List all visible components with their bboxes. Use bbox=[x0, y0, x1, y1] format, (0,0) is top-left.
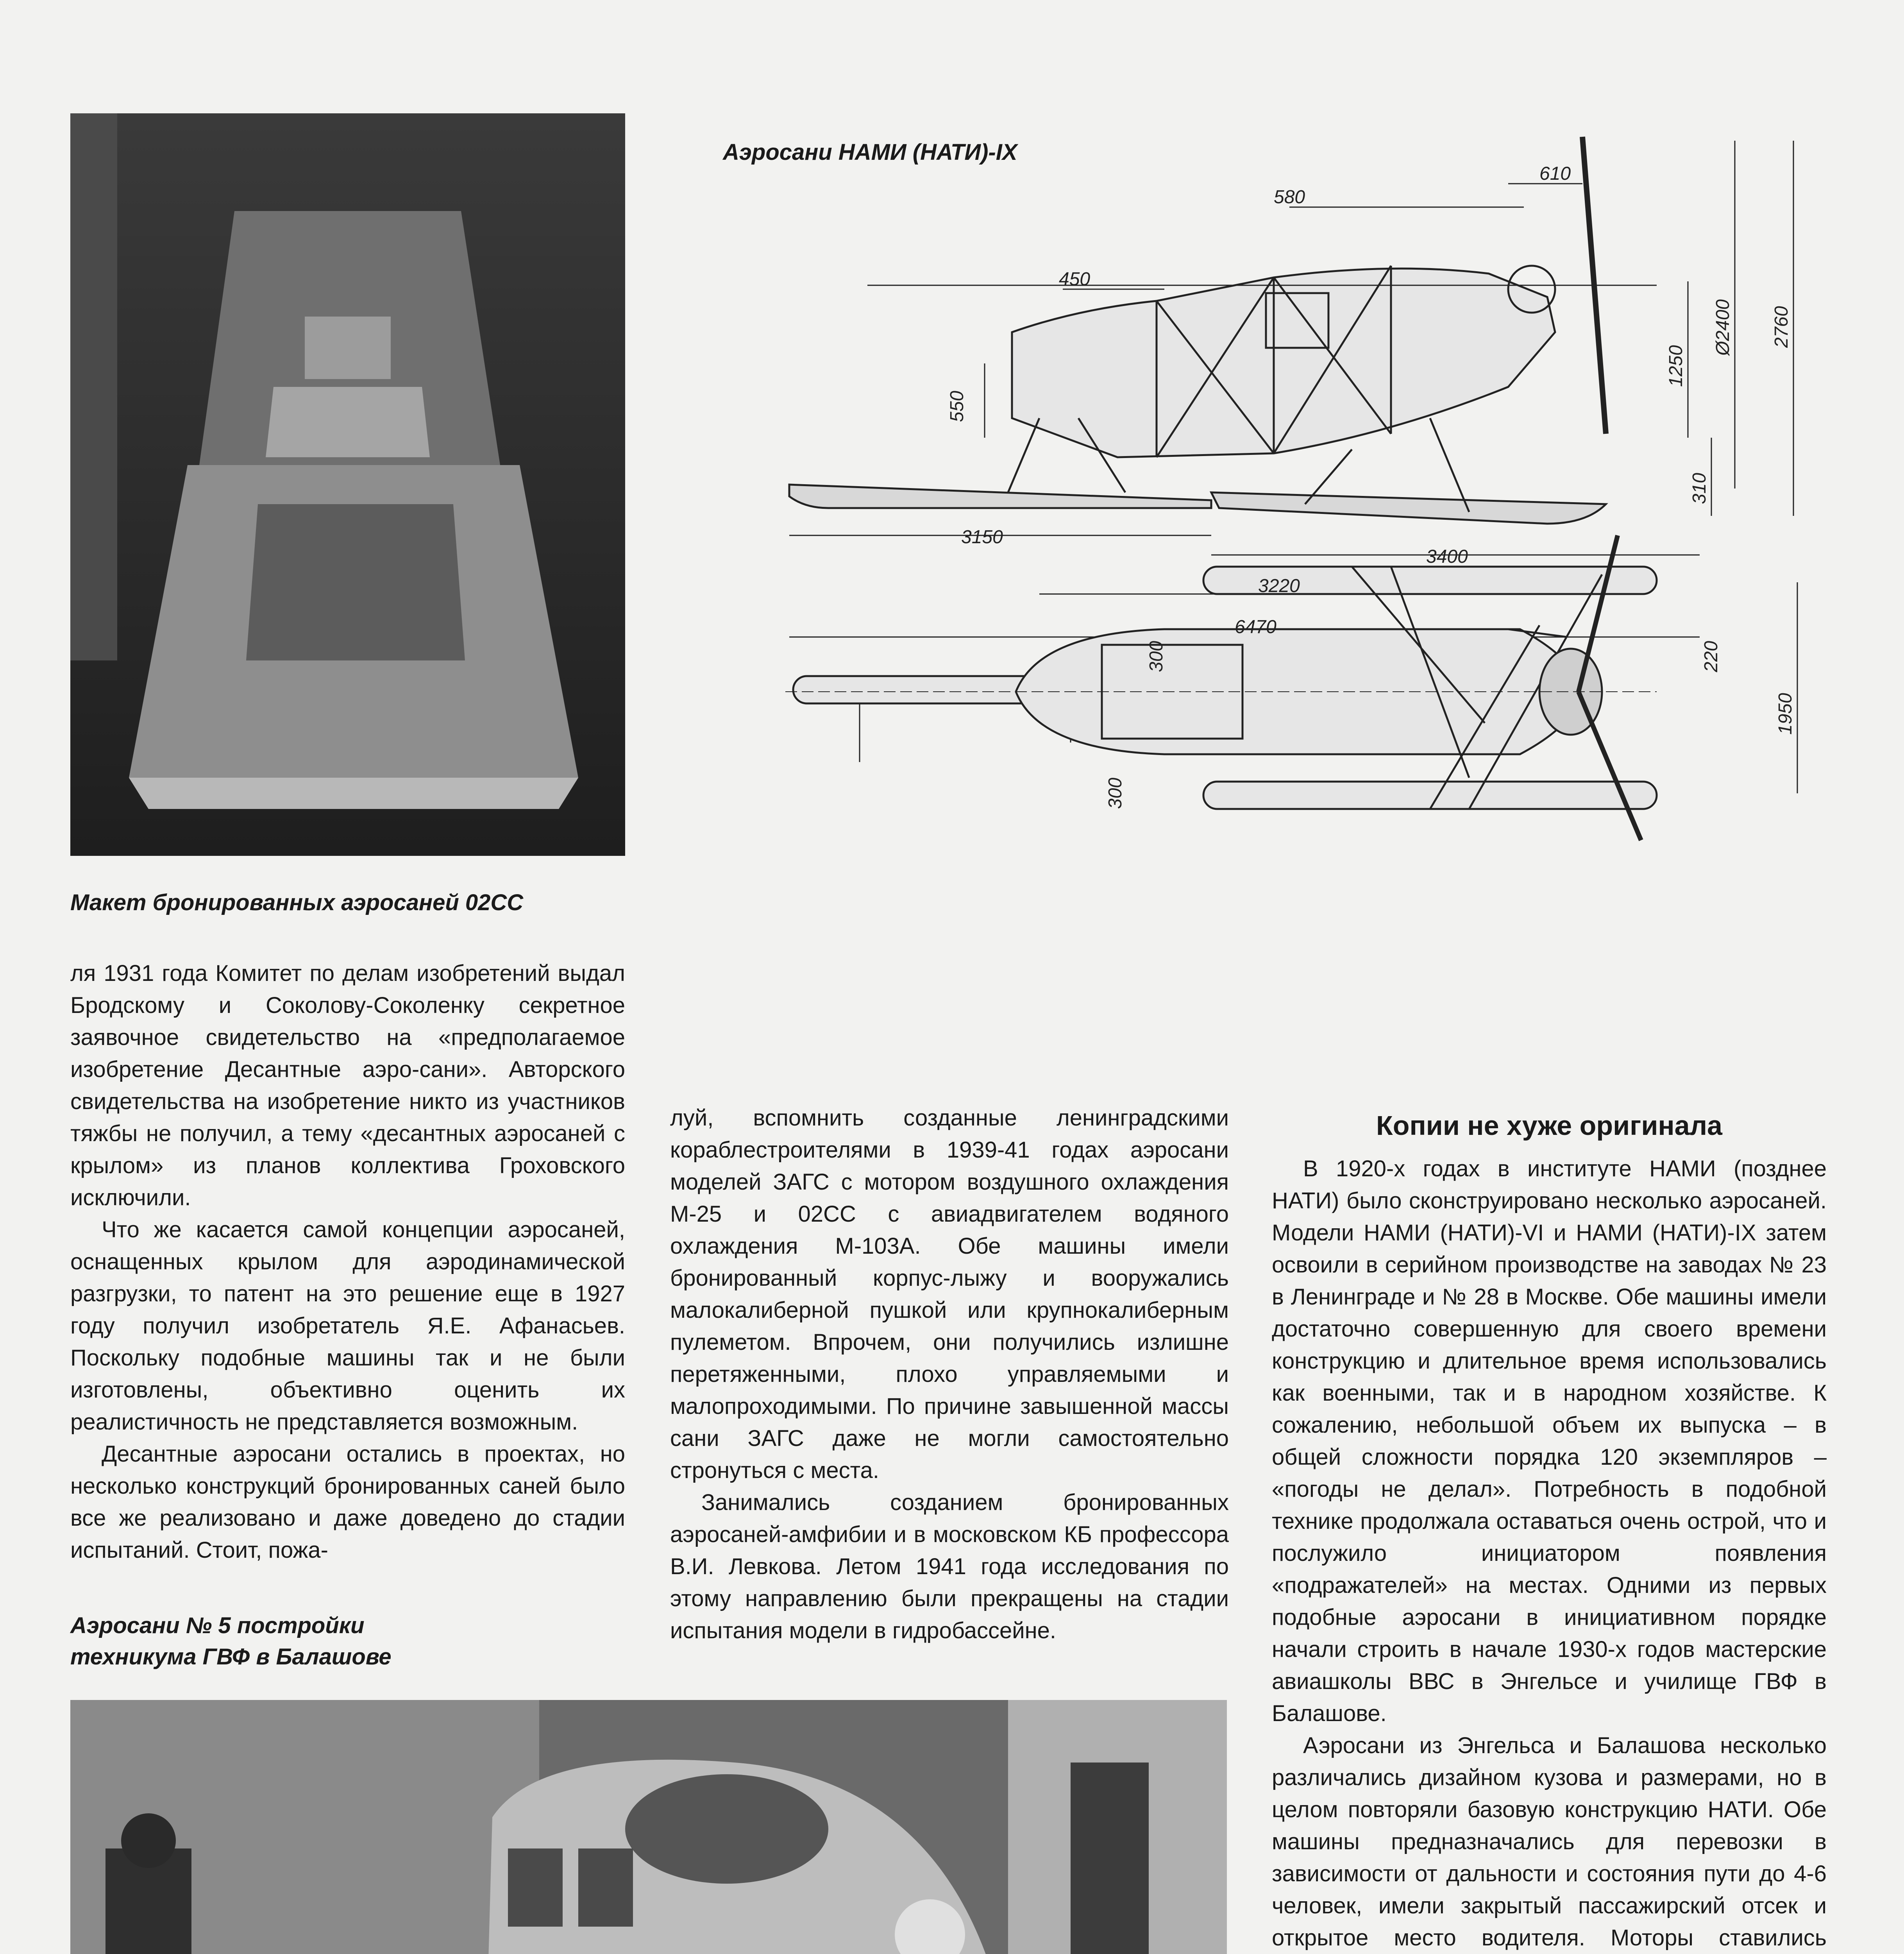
paragraph: Занимались созданием бронированных аэросаней-амфибии и в московском КБ профессора В.И. Левкова. Летом 1941 года исследования по этому направлению были прекращены на стадии испытания модели в гидробассейне. bbox=[670, 1490, 1229, 1643]
dim-220: 220 bbox=[1701, 641, 1722, 672]
paragraph: ля 1931 года Комитет по делам изобретений выдал Бродскому и Соколову-Соколенку секретное заявочное свидетельство на «предполагаемое изобретение Десантные аэро-сани». Авторского свидетельства на изобретение никто из участников тяжбы не получил, а тему «десантных аэросаней с крылом» из планов коллектива Гроховского исключили. bbox=[70, 961, 625, 1210]
dim-3220: 3220 bbox=[1258, 576, 1300, 596]
paragraph: Что же касается самой концепции аэросаней, оснащенных крылом для аэродинамической разгрузки, то патент на это решение еще в 1927 году получил изобретатель Я.Е. Афанасьев. Поскольку подобные машины так и не были изготовлены, объективно оценить их реалистичность не представляется возможным. bbox=[70, 1217, 625, 1435]
paragraph: Аэросани из Энгельса и Балашова несколько различались дизайном кузова и размерами, но в целом повторяли базовую конструкцию НАТИ. Обе машины предназначались для перевозки в зависимости от дальности и состояния пути до 4-6 человек, имели закрытый пассажирский отсек и открытое место водителя. Моторы ставились bbox=[1272, 1733, 1827, 1950]
dim-300-top: 300 bbox=[1146, 641, 1167, 672]
dim-3150: 3150 bbox=[961, 527, 1003, 548]
technical-drawing bbox=[688, 113, 1852, 1067]
dim-610: 610 bbox=[1539, 163, 1571, 184]
dim-580: 580 bbox=[1274, 187, 1305, 208]
dim-310: 310 bbox=[1689, 472, 1710, 504]
dim-1250: 1250 bbox=[1666, 345, 1686, 387]
right-column bbox=[1272, 1153, 1827, 1954]
dim-1950: 1950 bbox=[1775, 693, 1796, 735]
dim-3400: 3400 bbox=[1426, 546, 1468, 567]
dim-6470: 6470 bbox=[1235, 617, 1276, 637]
section-heading: Копии не хуже оригинала bbox=[1376, 1110, 1722, 1141]
dim-2760: 2760 bbox=[1771, 306, 1792, 348]
photo2-caption: Аэросани № 5 постройки техникума ГВФ в Балашове bbox=[70, 1613, 392, 1669]
paragraph: В 1920-х годах в институте НАМИ (позднее НАТИ) было сконструировано несколько аэросаней. Модели НАМИ (НАТИ)-VI и НАМИ (НАТИ)-IX затем освоили в серийном производстве на заводах № 23 в Ленинграде и № 28 в Москве. Обе машины имели достаточно совершенную для своего времени конструкцию и длительное время использовались как военными, так и в народном хозяйстве. К сожалению, небольшой объем их выпуска – в общей сложности порядка 120 экземпляров – «погоды не делал». Потребность в подобной технике продолжала оставаться очень острой, что и послужило инициатором появления «подражателей» на местах. Одними из первых подобные аэросани в инициативном порядке начали строить в начале 1930-х годов мастерские авиашколы ВВС в Энгельсе и училище ГВФ в Балашове. bbox=[1272, 1156, 1827, 1726]
dim-2400: Ø2400 bbox=[1713, 299, 1733, 356]
paragraph: Десантные аэросани остались в проектах, но несколько конструкций бронированных саней было все же реализовано и даже доведено до стадии испытаний. Стоит, пожа- bbox=[70, 1441, 625, 1563]
left-column bbox=[70, 957, 625, 1566]
dim-550: 550 bbox=[947, 390, 967, 422]
paragraph: луй, вспомнить созданные ленинградскими кораблестроителями в 1939-41 годах аэросани моделей ЗАГС с мотором воздушного охлаждения М-25 и 02СС с авиадвигателем водяного охлаждения М-103А. Обе машины имели бронированный корпус-лыжу и вооружались малокалиберной пушкой или крупнокалиберным пулеметом. Впрочем, они получились излишне перетяженными, плохо управляемыми и малопроходимыми. По причине завышенной массы сани ЗАГС даже не могли самостоятельно стронуться с места. bbox=[670, 1105, 1229, 1483]
photo-armored-aerosled-mockup bbox=[70, 113, 625, 856]
photo-caption: Макет бронированных аэросаней 02СС bbox=[70, 890, 524, 915]
dim-450: 450 bbox=[1059, 269, 1091, 290]
drawing-title: Аэросани НАМИ (НАТИ)-IX bbox=[723, 140, 1017, 165]
dim-300-side: 300 bbox=[1105, 777, 1126, 809]
middle-column bbox=[670, 1102, 1229, 1647]
photo-aerosled-no5 bbox=[70, 1700, 1227, 1954]
